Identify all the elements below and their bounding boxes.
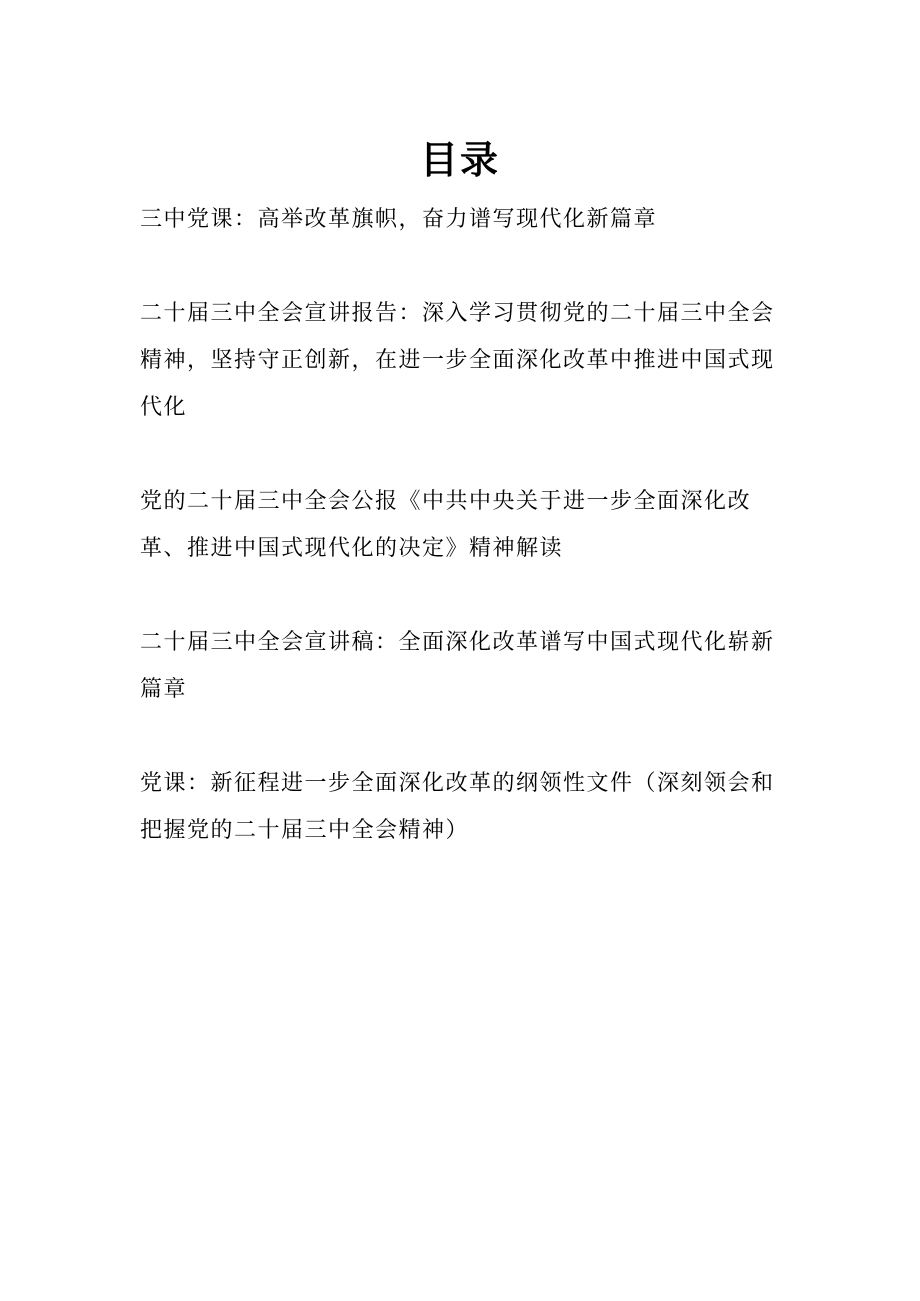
page-title: 目录 (419, 138, 500, 182)
toc-entry-5[interactable]: 党课：新征程进一步全面深化改革的纲领性文件（深刻领会和把握党的二十届三中全会精神） (140, 771, 775, 843)
toc-entry-1[interactable]: 三中党课：高举改革旗帜，奋力谱写现代化新篇章 (140, 207, 658, 232)
toc-entry-2[interactable]: 二十届三中全会宣讲报告：深入学习贯彻党的二十届三中全会精神，坚持守正创新，在进一步全面深化改革中推进中国式现代化 (140, 301, 775, 420)
toc-entry-3[interactable]: 党的二十届三中全会公报《中共中央关于进一步全面深化改革、推进中国式现代化的决定》精神解读 (140, 489, 752, 561)
toc-entry-4[interactable]: 二十届三中全会宣讲稿：全面深化改革谱写中国式现代化崭新篇章 (140, 630, 775, 702)
table-of-contents (140, 196, 785, 854)
